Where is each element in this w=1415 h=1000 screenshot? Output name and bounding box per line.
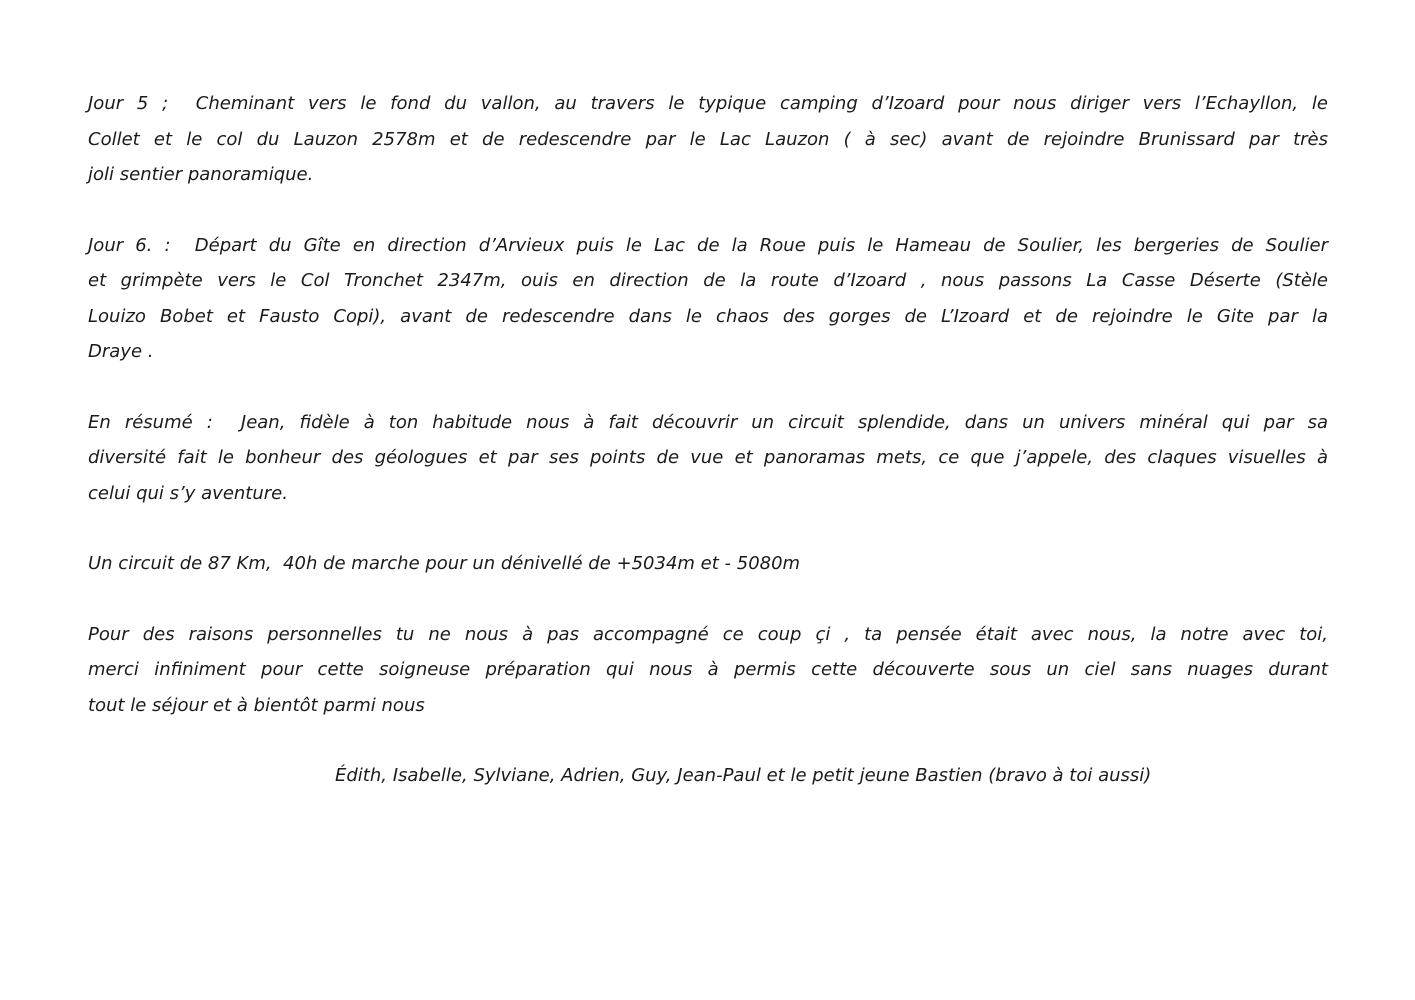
text-line: tout le séjour et à bientôt parmi nous	[88, 694, 425, 716]
paragraph-circuit-stats	[88, 546, 1328, 582]
paragraph-jour-6	[88, 228, 1328, 370]
text-line: joli sentier panoramique.	[88, 164, 314, 185]
paragraph-remerciements	[88, 617, 1328, 724]
text-line: diversité fait le bonheur des géologues et par ses points de vue et panoramas mets, ce que j’appele, des claques visuelles à	[88, 447, 1328, 468]
signature-line: Édith, Isabelle, Sylviane, Adrien, Guy, Jean-Paul et le petit jeune Bastien (bravo à toi aussi)	[335, 765, 1152, 786]
text-line: celui qui s’y aventure.	[88, 482, 288, 504]
text-line: Un circuit de 87 Km, 40h de marche pour un dénivellé de +5034m et - 5080m	[88, 553, 801, 574]
text-line: En résumé : Jean, fidèle à ton habitude nous à fait découvrir un circuit splendide, dans un univers minéral qui par sa	[88, 411, 1328, 433]
text-line: Louizo Bobet et Fausto Copi), avant de redescendre dans le chaos des gorges de L’Izoard et de rejoindre le Gite par la	[88, 305, 1328, 327]
paragraph-en-resume	[88, 405, 1328, 512]
paragraph-jour-5	[88, 86, 1328, 193]
text-line: merci infiniment pour cette soigneuse préparation qui nous à permis cette découverte sous un ciel sans nuages durant	[88, 659, 1328, 680]
text-line: et grimpète vers le Col Tronchet 2347m, ouis en direction de la route d’Izoard , nous passons La Casse Déserte (Stèle	[88, 270, 1328, 291]
text-line: Pour des raisons personnelles tu ne nous à pas accompagné ce coup çi , ta pensée était avec nous, la notre avec toi,	[88, 623, 1328, 645]
text-line: Collet et le col du Lauzon 2578m et de redescendre par le Lac Lauzon ( à sec) avant de rejoindre Brunissard par très	[88, 128, 1328, 150]
paragraph-signature	[88, 758, 1328, 794]
text-line: Jour 6. : Départ du Gîte en direction d’Arvieux puis le Lac de la Roue puis le Hameau de Soulier, les bergeries de Soulier	[88, 234, 1328, 256]
text-line: Jour 5 ; Cheminant vers le fond du vallon, au travers le typique camping d’Izoard pour nous diriger vers l’Echayllon, le	[88, 93, 1328, 114]
text-line: Draye .	[88, 341, 154, 362]
